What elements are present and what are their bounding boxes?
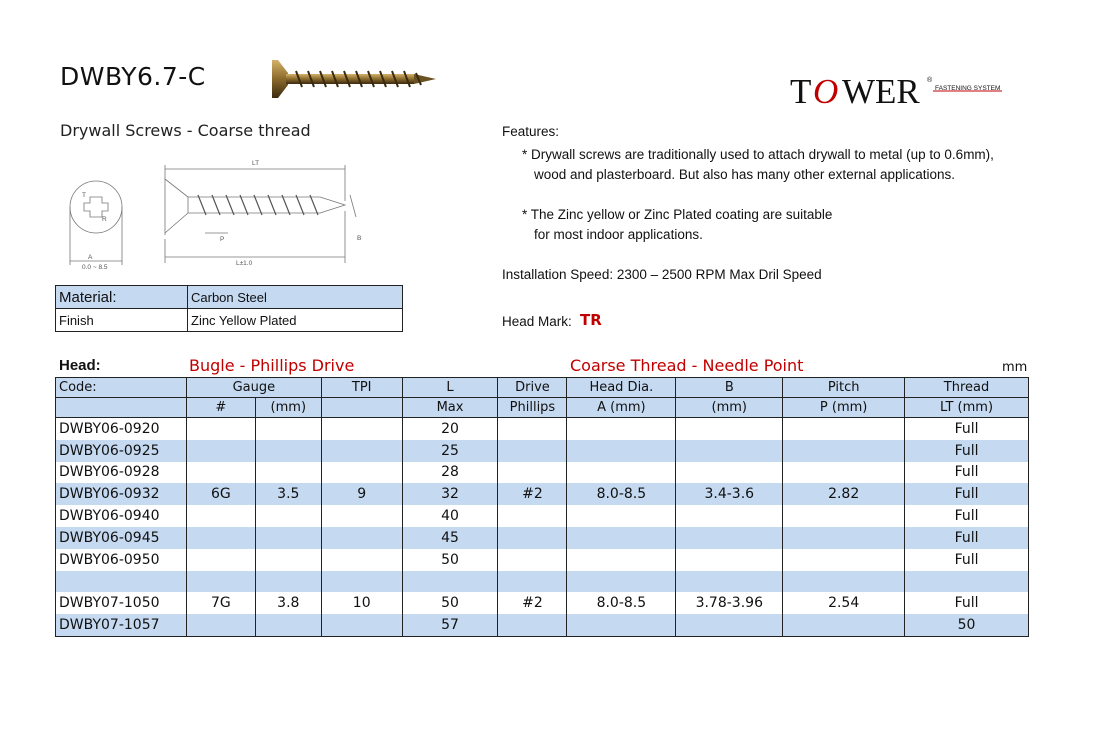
svg-text:WER: WER	[842, 72, 920, 110]
cell-tpi	[321, 440, 402, 462]
col-subheader-gauge-mm: (mm)	[255, 398, 321, 418]
cell-pitch	[783, 571, 905, 593]
cell-code: DWBY07-1050	[56, 592, 187, 614]
col-header-b: B	[676, 378, 783, 398]
table-row	[56, 483, 1029, 505]
cell-pitch	[783, 614, 905, 636]
col-subheader-b: (mm)	[676, 398, 783, 418]
cell-thread	[905, 571, 1029, 593]
cell-b	[676, 462, 783, 484]
cell-code: DWBY06-0950	[56, 549, 187, 571]
head-mark-value: TR	[580, 311, 602, 329]
col-subheader-pitch: P (mm)	[783, 398, 905, 418]
spec-key: Material:	[56, 286, 188, 309]
cell-tpi	[321, 462, 402, 484]
col-header-pitch: Pitch	[783, 378, 905, 398]
cell-code: DWBY06-0932	[56, 483, 187, 505]
cell-code: DWBY06-0945	[56, 527, 187, 549]
material-spec-table	[55, 285, 403, 332]
head-label: Head:	[59, 357, 101, 374]
col-header-l: L	[402, 378, 498, 398]
cell-gauge	[186, 571, 255, 593]
cell-gauge-mm	[255, 614, 321, 636]
table-row	[56, 592, 1029, 614]
cell-gauge	[186, 614, 255, 636]
cell-drive	[498, 418, 567, 440]
feature-item-1-line1: * Drywall screws are traditionally used to attach drywall to metal (up to 0.6mm),	[522, 147, 994, 162]
table-row	[56, 505, 1029, 527]
tower-logo	[790, 70, 1005, 110]
col-subheader-code	[56, 398, 187, 418]
cell-gauge-mm: 3.8	[255, 592, 321, 614]
cell-thread: Full	[905, 440, 1029, 462]
col-subheader-tpi	[321, 398, 402, 418]
table-row	[56, 571, 1029, 593]
svg-text:FASTENING SYSTEM: FASTENING SYSTEM	[935, 85, 1001, 92]
drawing-label-b: B	[357, 235, 362, 242]
col-subheader-drive: Phillips	[498, 398, 567, 418]
cell-l	[402, 571, 498, 593]
cell-code: DWBY06-0925	[56, 440, 187, 462]
cell-head-dia: 8.0-8.5	[567, 592, 676, 614]
cell-code: DWBY06-0920	[56, 418, 187, 440]
head-mark-label: Head Mark:	[502, 314, 572, 329]
thread-type: Coarse Thread - Needle Point	[570, 356, 804, 375]
cell-tpi	[321, 571, 402, 593]
drawing-label-t: T	[82, 192, 86, 199]
cell-code: DWBY06-0928	[56, 462, 187, 484]
cell-drive	[498, 549, 567, 571]
table-row	[56, 549, 1029, 571]
cell-drive	[498, 440, 567, 462]
installation-speed: Installation Speed: 2300 – 2500 RPM Max Dril Speed	[502, 267, 822, 282]
cell-pitch	[783, 462, 905, 484]
spec-value: Carbon Steel	[188, 286, 403, 309]
screw-photo	[266, 58, 438, 100]
cell-b	[676, 440, 783, 462]
cell-l: 20	[402, 418, 498, 440]
cell-b	[676, 418, 783, 440]
cell-b	[676, 527, 783, 549]
feature-item-1-line2: wood and plasterboard. But also has many other external applications.	[534, 167, 956, 182]
cell-pitch	[783, 549, 905, 571]
cell-gauge: 6G	[186, 483, 255, 505]
cell-b	[676, 549, 783, 571]
cell-tpi: 9	[321, 483, 402, 505]
cell-thread: Full	[905, 483, 1029, 505]
table-header-row	[56, 378, 1029, 398]
drawing-label-p: P	[220, 236, 225, 243]
spec-key: Finish	[56, 309, 188, 332]
cell-gauge	[186, 418, 255, 440]
cell-gauge-mm	[255, 505, 321, 527]
col-subheader-thread: LT (mm)	[905, 398, 1029, 418]
cell-drive: #2	[498, 483, 567, 505]
head-type: Bugle - Phillips Drive	[189, 356, 355, 375]
cell-head-dia	[567, 527, 676, 549]
cell-thread: Full	[905, 418, 1029, 440]
cell-gauge	[186, 527, 255, 549]
drawing-label-r: R	[102, 216, 107, 223]
cell-head-dia	[567, 614, 676, 636]
cell-code	[56, 571, 187, 593]
cell-gauge	[186, 505, 255, 527]
cell-gauge-mm	[255, 549, 321, 571]
cell-thread: 50	[905, 614, 1029, 636]
table-row	[56, 418, 1029, 440]
col-subheader-gauge-num: #	[186, 398, 255, 418]
feature-item-2-line1: * The Zinc yellow or Zinc Plated coating are suitable	[522, 207, 833, 222]
cell-thread: Full	[905, 527, 1029, 549]
table-row	[56, 462, 1029, 484]
cell-pitch	[783, 527, 905, 549]
cell-head-dia	[567, 462, 676, 484]
cell-l: 50	[402, 549, 498, 571]
drawing-label-l: L±1.0	[236, 260, 253, 267]
cell-l: 50	[402, 592, 498, 614]
cell-gauge	[186, 462, 255, 484]
cell-thread: Full	[905, 592, 1029, 614]
cell-thread: Full	[905, 505, 1029, 527]
screw-spec-table	[55, 377, 1029, 637]
svg-text:®: ®	[927, 77, 933, 84]
cell-drive	[498, 462, 567, 484]
col-header-head-dia: Head Dia.	[567, 378, 676, 398]
cell-l: 28	[402, 462, 498, 484]
col-header-drive: Drive	[498, 378, 567, 398]
cell-b	[676, 505, 783, 527]
cell-pitch	[783, 440, 905, 462]
cell-gauge	[186, 440, 255, 462]
drawing-label-a-range: 0.0 ~ 8.5	[82, 264, 108, 271]
cell-drive	[498, 527, 567, 549]
cell-l: 25	[402, 440, 498, 462]
table-subheader-row	[56, 398, 1029, 418]
drawing-label-lt: LT	[252, 160, 260, 167]
features-heading: Features:	[502, 124, 560, 139]
cell-code: DWBY07-1057	[56, 614, 187, 636]
col-subheader-head-dia: A (mm)	[567, 398, 676, 418]
product-code-title: DWBY6.7-C	[60, 62, 206, 91]
cell-thread: Full	[905, 549, 1029, 571]
spec-value: Zinc Yellow Plated	[188, 309, 403, 332]
cell-b	[676, 614, 783, 636]
cell-gauge-mm: 3.5	[255, 483, 321, 505]
cell-drive	[498, 614, 567, 636]
cell-tpi	[321, 549, 402, 571]
table-row	[56, 614, 1029, 636]
cell-tpi: 10	[321, 592, 402, 614]
cell-tpi	[321, 505, 402, 527]
cell-tpi	[321, 418, 402, 440]
col-header-tpi: TPI	[321, 378, 402, 398]
cell-pitch	[783, 505, 905, 527]
spec-row-finish	[56, 309, 403, 332]
cell-code: DWBY06-0940	[56, 505, 187, 527]
cell-drive	[498, 505, 567, 527]
cell-thread: Full	[905, 462, 1029, 484]
cell-head-dia	[567, 505, 676, 527]
cell-head-dia	[567, 440, 676, 462]
cell-b: 3.78-3.96	[676, 592, 783, 614]
cell-gauge-mm	[255, 571, 321, 593]
unit-label: mm	[1002, 360, 1028, 375]
cell-gauge	[186, 549, 255, 571]
col-subheader-l: Max	[402, 398, 498, 418]
cell-gauge-mm	[255, 418, 321, 440]
cell-gauge-mm	[255, 462, 321, 484]
cell-pitch	[783, 418, 905, 440]
cell-l: 45	[402, 527, 498, 549]
table-row	[56, 527, 1029, 549]
page-subtitle: Drywall Screws - Coarse thread	[60, 121, 311, 140]
col-header-code: Code:	[56, 378, 187, 398]
cell-tpi	[321, 614, 402, 636]
cell-l: 32	[402, 483, 498, 505]
col-header-thread: Thread	[905, 378, 1029, 398]
spec-row-material	[56, 286, 403, 309]
cell-tpi	[321, 527, 402, 549]
cell-gauge-mm	[255, 440, 321, 462]
cell-head-dia	[567, 571, 676, 593]
cell-b	[676, 571, 783, 593]
svg-text:O: O	[813, 72, 839, 110]
cell-drive: #2	[498, 592, 567, 614]
feature-item-2-line2: for most indoor applications.	[534, 227, 703, 242]
drawing-label-a: A	[88, 254, 93, 261]
cell-gauge: 7G	[186, 592, 255, 614]
cell-pitch: 2.82	[783, 483, 905, 505]
cell-gauge-mm	[255, 527, 321, 549]
cell-pitch: 2.54	[783, 592, 905, 614]
cell-l: 40	[402, 505, 498, 527]
table-row	[56, 440, 1029, 462]
cell-b: 3.4-3.6	[676, 483, 783, 505]
cell-head-dia	[567, 549, 676, 571]
cell-head-dia: 8.0-8.5	[567, 483, 676, 505]
col-header-gauge: Gauge	[186, 378, 321, 398]
svg-text:T: T	[790, 72, 812, 110]
screw-technical-drawing	[60, 155, 370, 275]
cell-l: 57	[402, 614, 498, 636]
cell-drive	[498, 571, 567, 593]
cell-head-dia	[567, 418, 676, 440]
